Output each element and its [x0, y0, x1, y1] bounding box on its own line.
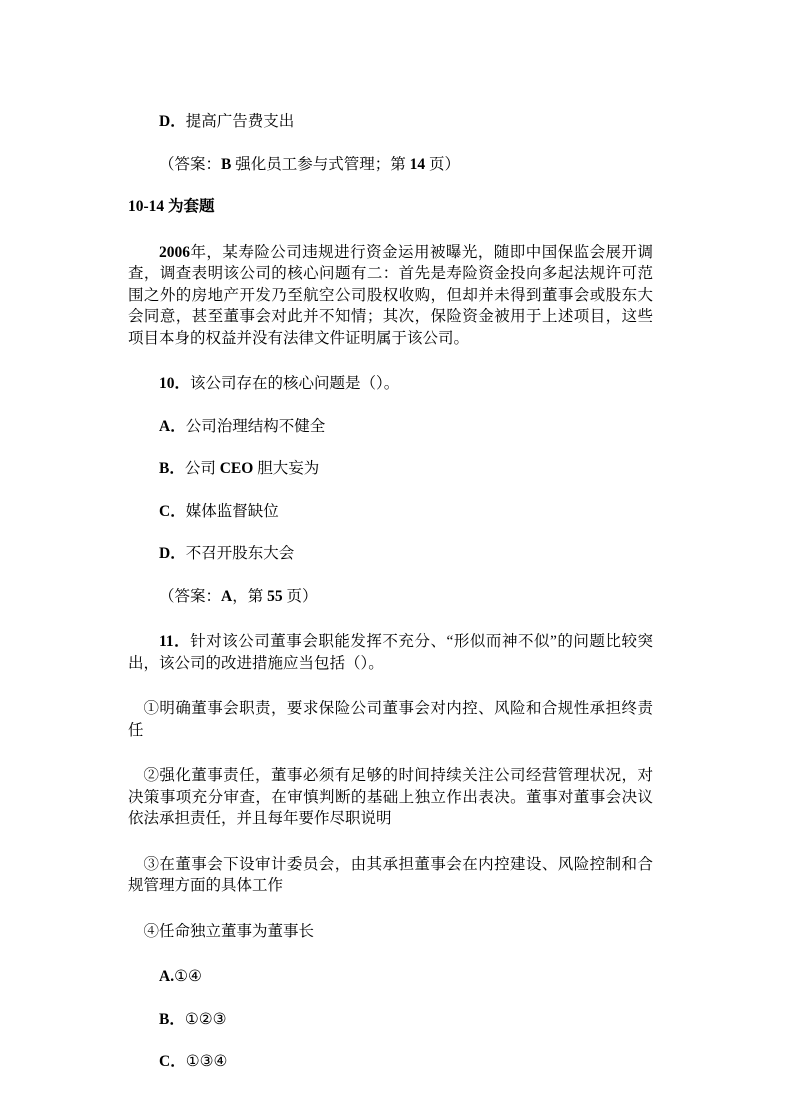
option-acronym: CEO	[219, 460, 254, 477]
document-body	[128, 111, 653, 1073]
option-marker: A．	[159, 417, 186, 435]
answer-separator: ，第	[232, 587, 268, 605]
question-11-item-2: ②强化董事责任，董事必须有足够的时间持续关注公司经营管理状况，对决策事项充分审查，在审慎判断的基础上独立作出表决。董事对董事会决议依法承担责任，并且每年要作尽职说明	[128, 767, 653, 827]
answer-page-number: 14	[409, 155, 426, 173]
question-10-stem	[128, 373, 653, 395]
answer-letter: B	[221, 155, 232, 173]
option-text: 媒体监督缺位	[185, 502, 279, 520]
answer-prefix: （答案：	[159, 155, 222, 173]
option-marker: A.	[159, 968, 175, 985]
question-11-item-3: ③在董事会下设审计委员会，由其承担董事会在内控建设、风险控制和合规管理方面的具体工作	[128, 855, 653, 894]
answer-prefix: （答案：	[159, 587, 222, 605]
option-text: 公司	[184, 460, 220, 477]
question-10-option-b	[128, 458, 653, 480]
section-header-text: 为套题	[164, 198, 215, 215]
option-marker: C．	[159, 502, 186, 520]
previous-option-d	[128, 111, 653, 133]
section-range: 10-14	[128, 198, 165, 215]
answer-page-number: 55	[267, 587, 283, 605]
option-text: 公司治理结构不健全	[185, 417, 326, 435]
case-paragraph-text: 年，某寿险公司违规进行资金运用被曝光，随即中国保监会展开调查，调查表明该公司的核心问题有二：首先是寿险资金投向多起法规许可范围之外的房地产开发乃至航空公司股权收购，但却并未得到董事会或股东大会同意，甚至董事会对此并不知情；其次，保险资金被用于上述项目，这些项目本身的权益并没有法律文件证明属于该公司。	[128, 243, 653, 347]
case-paragraph	[128, 242, 653, 350]
answer-letter: A	[221, 587, 233, 605]
question-10-option-a	[128, 416, 653, 438]
answer-suffix: 页）	[425, 155, 461, 173]
option-text: ①④	[174, 968, 202, 985]
option-marker: D．	[159, 113, 186, 130]
option-marker: B．	[159, 1010, 185, 1028]
case-year: 2006	[159, 243, 190, 261]
option-text: 不召开股东大会	[185, 545, 295, 562]
question-11-number: 11．	[159, 633, 191, 650]
option-text: ①②③	[184, 1010, 227, 1028]
previous-answer-line	[128, 154, 653, 176]
option-text: ①③④	[185, 1053, 228, 1070]
option-marker: D．	[159, 545, 186, 562]
question-11-option-a	[128, 966, 653, 988]
question-11-option-b	[128, 1009, 653, 1031]
section-header	[128, 196, 653, 218]
question-10-answer-line	[128, 586, 653, 608]
option-text-after: 胆大妄为	[253, 460, 320, 477]
question-11-item-1: ①明确董事会职责，要求保险公司董事会对内控、风险和合规性承担终责任	[128, 700, 653, 739]
question-11-stem	[128, 631, 653, 674]
question-10-number: 10．	[159, 375, 191, 392]
question-10-option-c	[128, 501, 653, 523]
answer-suffix: 页）	[282, 587, 318, 605]
question-11-item-4: ④任命独立董事为董事长	[143, 922, 315, 940]
option-text: 提高广告费支出	[185, 113, 295, 130]
question-11-stem-text: 针对该公司董事会职能发挥不充分、“形似而神不似”的问题比较突出，该公司的改进措施应当包括（）。	[128, 633, 653, 672]
question-10-option-d	[128, 543, 653, 565]
question-11-option-c	[128, 1051, 653, 1073]
option-marker: C．	[159, 1053, 186, 1070]
answer-text: 强化员工参与式管理；第	[231, 155, 410, 173]
option-marker: B．	[159, 460, 185, 477]
question-10-stem-text: 该公司存在的核心问题是（）。	[190, 375, 400, 392]
